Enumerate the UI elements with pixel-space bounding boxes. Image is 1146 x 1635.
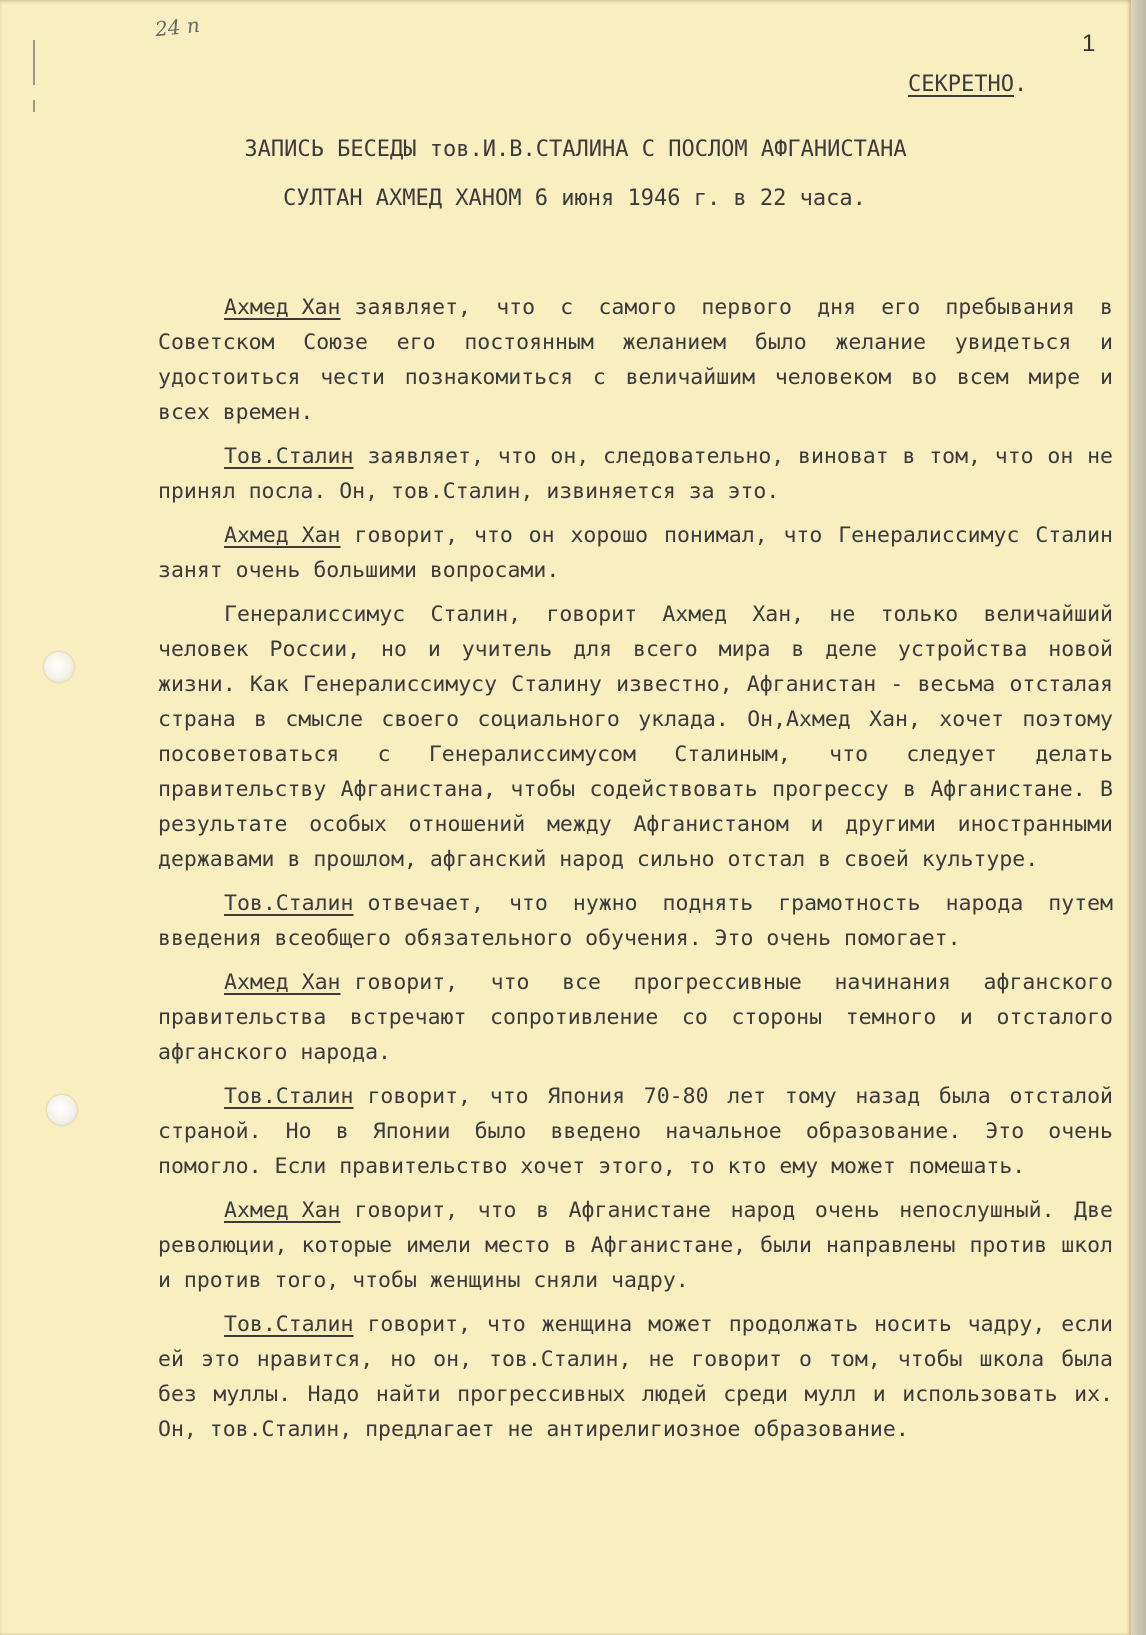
punch-hole (44, 652, 74, 682)
margin-mark (33, 40, 35, 85)
paragraph (158, 965, 1113, 1070)
paragraph-text: заявляет, что он, следовательно, виноват в том, что он не принял посла. Он, тов.Сталин, извиняется за это. (158, 444, 1113, 504)
paragraph-text: говорит, что Япония 70-80 лет тому назад была отсталой страной. Но в Японии было введено начальное образование. Это очень помогло. Если правительство хочет этого, то кто ему может помешать. (158, 1084, 1113, 1179)
speaker-name: Тов.Сталин (224, 444, 354, 469)
paragraph (158, 290, 1113, 430)
margin-mark (33, 100, 35, 112)
speaker-name: Ахмед Хан (224, 1198, 341, 1223)
paragraph-text: говорит, что он хорошо понимал, что Генералиссимус Сталин занят очень большими вопросами. (158, 523, 1113, 583)
speaker-name: Ахмед Хан (224, 295, 341, 320)
paragraph (158, 886, 1113, 956)
paragraph (158, 1193, 1113, 1298)
page-edge (1131, 0, 1146, 1635)
paragraph-text: говорит, что все прогрессивные начинания афганского правительства встречают сопротивление со стороны темного и отсталого афганского народа. (158, 970, 1113, 1065)
paragraph (158, 518, 1113, 588)
paragraph (158, 1079, 1113, 1184)
paragraph (158, 1307, 1113, 1447)
paragraph-text: говорит, что женщина может продолжать носить чадру, если ей это нравится, но он, тов.Сталин, не говорит о том, чтобы школа была без муллы. Надо найти прогрессивных людей среди мулл и использовать их. Он, тов.Сталин, предлагает не антирелигиозное образование. (158, 1312, 1113, 1442)
classification-text: СЕКРЕТНО (908, 72, 1014, 97)
paragraph (158, 439, 1113, 509)
title-line-2: СУЛТАН АХМЕД ХАНОМ 6 июня 1946 г. в 22 часа. (283, 186, 866, 211)
speaker-name: Тов.Сталин (224, 1084, 354, 1109)
archive-handwritten-mark: 24 п (153, 12, 201, 42)
speaker-name: Тов.Сталин (224, 891, 354, 916)
speaker-name: Ахмед Хан (224, 523, 341, 548)
classification-stamp: СЕКРЕТНО. (908, 72, 1028, 97)
speaker-name: Тов.Сталин (224, 1312, 354, 1337)
title-line-1: ЗАПИСЬ БЕСЕДЫ тов.И.В.СТАЛИНА С ПОСЛОМ АФГАНИСТАНА (244, 137, 907, 162)
paragraph-text: заявляет, что с самого первого дня его пребывания в Советском Союзе его постоянным желанием было желание увидеться и удостоиться чести познакомиться с величайшим человеком во всем мире и всех времен. (158, 295, 1113, 425)
document-body (158, 290, 1113, 1456)
punch-hole (47, 1095, 77, 1125)
page-number: 1 (1082, 30, 1096, 57)
paragraph-text: Генералиссимус Сталин, говорит Ахмед Хан, не только величайший человек России, но и учитель для всего мира в деле устройства новой жизни. Как Генералиссимусу Сталину известно, Афганистан - весьма отсталая страна в смысле своего социального уклада. Он,Ахмед Хан, хочет поэтому посоветоваться с Генералиссимусом Сталиным, что следует делать правительству Афганистана, чтобы содействовать прогрессу в Афганистане. В результате особых отношений между Афганистаном и другими иностранными державами в прошлом, афганский народ сильно отстал в своей культуре. (158, 602, 1113, 872)
paragraph (158, 597, 1113, 877)
paragraph-text: отвечает, что нужно поднять грамотность народа путем введения всеобщего обязательного обучения. Это очень помогает. (158, 891, 1113, 951)
paragraph-text: говорит, что в Афганистане народ очень непослушный. Две революции, которые имели место в Афганистане, были направлены против школ и против того, чтобы женщины сняли чадру. (158, 1198, 1113, 1293)
speaker-name: Ахмед Хан (224, 970, 341, 995)
document-title (0, 125, 1131, 223)
